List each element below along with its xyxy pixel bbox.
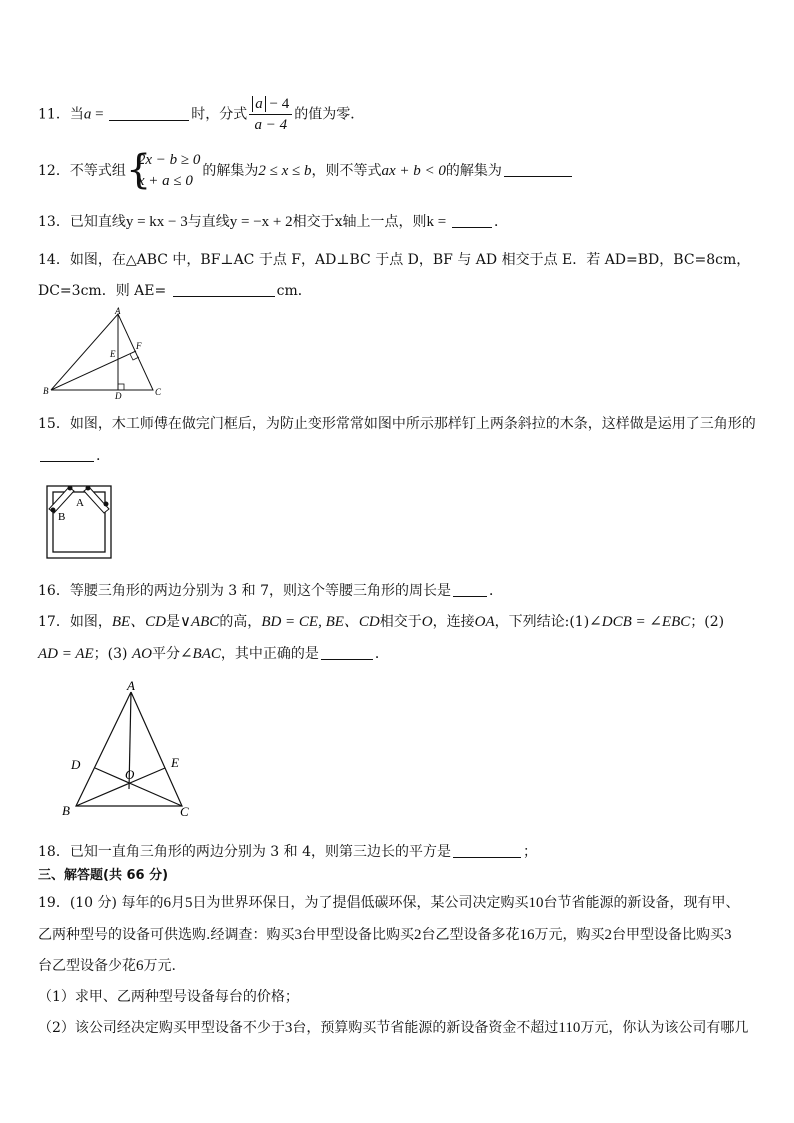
answer-blank-16[interactable] xyxy=(453,582,487,597)
label-C: C xyxy=(180,804,189,819)
label-O: O xyxy=(125,767,135,782)
question-14-line-2: DC=3cm．则 AE= cm． xyxy=(38,283,312,299)
question-19-line-3: 台乙型设备少花6万元. xyxy=(38,958,176,974)
question-19-line-1: 19．(10 分) 每年的6月5日为世界环保日，为了提倡低碳环保，某公司决定购买10台节省能源的新设备，现有甲、 xyxy=(38,895,740,911)
answer-blank-18[interactable] xyxy=(453,843,521,858)
label-D: D xyxy=(115,391,122,400)
label-D: D xyxy=(71,757,81,772)
label-C: C xyxy=(155,387,162,397)
question-15-line-1: 15．如图，木工师傅在做完门框后，为防止变形常常如图中所示那样钉上两条斜拉的木条，这样做是运用了三角形的 xyxy=(38,416,756,432)
label-B: B xyxy=(62,803,70,818)
question-17-line-1: 17．如图，BE、CD是∨ABC的高，BD = CE, BE、CD相交于O，连接OA，下列结论:(1)∠DCB = ∠EBC；(2) xyxy=(38,614,725,630)
label-B: B xyxy=(43,386,49,396)
question-16: 16．等腰三角形的两边分别为 3 和 7，则这个等腰三角形的周长是 ． xyxy=(38,583,503,599)
label-A: A xyxy=(127,678,135,693)
section-heading: 三、解答题(共 66 分) xyxy=(38,868,169,883)
label-E: E xyxy=(110,349,116,359)
answer-blank-17[interactable] xyxy=(321,645,373,660)
answer-blank-13[interactable] xyxy=(452,213,492,228)
triangle-diagram-14 xyxy=(40,305,170,400)
question-13: 13．已知直线y = kx − 3与直线y = −x + 2相交于x轴上一点，则k = ． xyxy=(38,214,509,230)
question-18: 18．已知一直角三角形的两边分别为 3 和 4，则第三边长的平方是 ； xyxy=(38,844,537,860)
question-11: 11．当a = 时，分式 $\frac{a - 4}{a - 4}$ 的值为零． xyxy=(38,96,365,133)
question-19-part-1: （1）求甲、乙两种型号设备每台的价格； xyxy=(38,989,299,1005)
label-A: A xyxy=(76,497,84,509)
question-17-line-2: AD = AE；(3) AO平分∠BAC，其中正确的是 ． xyxy=(38,646,389,662)
label-E: E xyxy=(171,755,179,770)
answer-blank-14[interactable] xyxy=(173,282,275,297)
fraction: $\frac{a - 4}{a - 4}$ xyxy=(249,94,292,135)
answer-blank-15[interactable] xyxy=(40,447,94,462)
label-A: A xyxy=(115,306,121,316)
question-15-line-2: . xyxy=(38,446,100,466)
door-frame-diagram-15 xyxy=(44,480,118,562)
answer-blank-12[interactable] xyxy=(504,162,572,177)
inequality-system: { 2x − b ≥ 0 x + a ≤ 0 xyxy=(125,147,201,193)
answer-blank-11[interactable] xyxy=(109,106,189,121)
question-19-part-2: （2）该公司经决定购买甲型设备不少于3台，预算购买节省能源的新设备资金不超过110万元，你认为该公司有哪几 xyxy=(38,1020,749,1036)
label-F: F xyxy=(136,341,142,351)
question-12: 12．不等式组 { 2x − b ≥ 0 x + a ≤ 0 的解集为2 ≤ x ≤ b，则不等式ax + b < 0的解集为 xyxy=(38,150,574,192)
label-B: B xyxy=(58,511,66,523)
question-19-line-2: 乙两种型号的设备可供选购.经调查：购买3台甲型设备比购买2台乙型设备多花16万元，购买2台甲型设备比购买3 xyxy=(38,927,732,943)
triangle-diagram-17 xyxy=(58,678,198,820)
question-14-line-1: 14．如图，在△ABC 中，BF⊥AC 于点 F，AD⊥BC 于点 D，BF 与 AD 相交于点 E．若 AD=BD，BC=8cm， xyxy=(38,252,751,268)
